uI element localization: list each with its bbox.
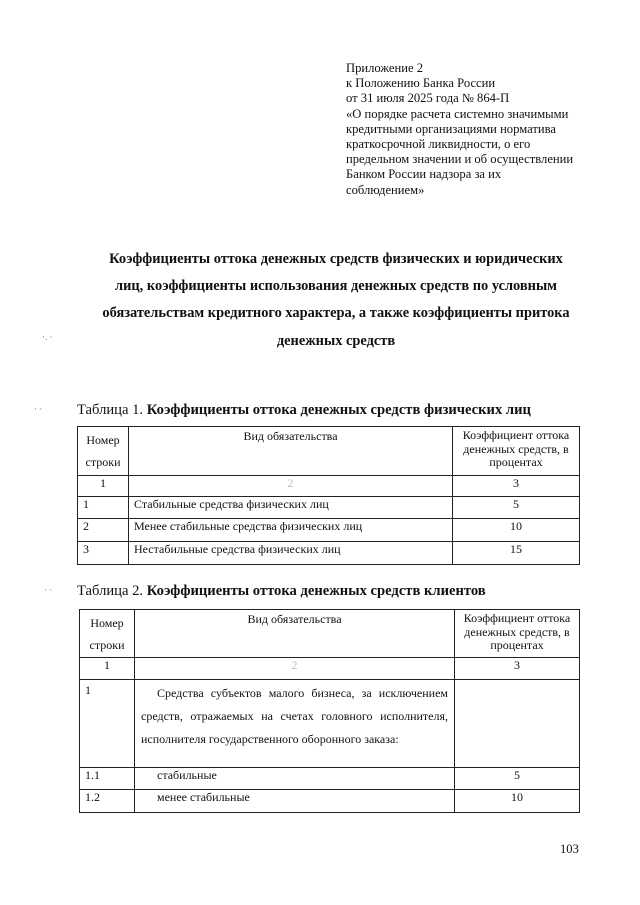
column-number: 3 — [453, 476, 580, 497]
table1-caption — [77, 402, 531, 419]
appendix-line: краткосрочной ликвидности, о его — [346, 137, 531, 152]
appendix-line: кредитными организациями норматива — [346, 121, 556, 136]
row-liability: Стабильные средства физических лиц — [129, 497, 453, 519]
table2-column-numbers — [80, 658, 580, 680]
column-number: 1 — [80, 658, 135, 680]
row-liability: Средства субъектов малого бизнеса, за исключением средств, отражаемых на счетах головного исполнителя, исполнителя государственного оборонного заказа: — [135, 680, 455, 768]
column-number: 2 — [129, 476, 453, 497]
appendix-line: предельном значении и об осуществлении — [346, 152, 574, 167]
page-number: 103 — [560, 842, 579, 856]
row-coef — [455, 680, 580, 768]
header-outflow-coef: Коэффициент оттока денежных средств, в процентах — [453, 427, 580, 476]
table-row — [80, 680, 580, 768]
appendix-line: Приложение 2 — [346, 61, 424, 75]
appendix-reference — [346, 61, 606, 198]
row-number: 1.1 — [80, 768, 135, 790]
column-number: 2 — [135, 658, 455, 680]
row-coef: 10 — [455, 790, 580, 813]
table1 — [77, 426, 580, 565]
table-row — [80, 790, 580, 813]
title-line: денежных средств — [276, 332, 396, 349]
row-number: 3 — [78, 542, 129, 565]
row-coef: 15 — [453, 542, 580, 565]
column-number: 3 — [455, 658, 580, 680]
table-row — [78, 519, 580, 542]
table2-caption-prefix: Таблица 2. — [77, 583, 144, 599]
row-liability: Менее стабильные средства физических лиц — [129, 519, 453, 542]
title-line: лиц, коэффициенты использования денежных средств по условным — [115, 278, 557, 295]
table1-header-row — [78, 427, 580, 476]
header-row-number: Номер строки — [78, 427, 129, 476]
table-row — [80, 768, 580, 790]
table-row — [78, 497, 580, 519]
appendix-line: соблюдением» — [346, 182, 425, 197]
row-number: 2 — [78, 519, 129, 542]
title-line: обязательствам кредитного характера, а также коэффициенты притока — [102, 305, 570, 322]
row-coef: 5 — [453, 497, 580, 519]
row-coef: 5 — [455, 768, 580, 790]
scan-artifact: · · — [44, 585, 53, 595]
appendix-line: Банком России надзора за их — [346, 167, 502, 182]
header-row-number: Номер строки — [80, 610, 135, 658]
column-number: 1 — [78, 476, 129, 497]
row-liability: Нестабильные средства физических лиц — [129, 542, 453, 565]
table2-header-row — [80, 610, 580, 658]
scan-artifact: ·. · — [42, 332, 53, 342]
row-liability: стабильные — [135, 768, 455, 790]
header-liability-type: Вид обязательства — [135, 610, 455, 658]
table2 — [79, 609, 580, 813]
table2-caption — [77, 583, 486, 600]
appendix-line: «О порядке расчета системно значимыми — [346, 106, 569, 121]
row-liability: менее стабильные — [135, 790, 455, 813]
row-number: 1 — [78, 497, 129, 519]
row-number: 1.2 — [80, 790, 135, 813]
table2-caption-title: Коэффициенты оттока денежных средств клиентов — [146, 583, 486, 599]
header-outflow-coef: Коэффициент оттока денежных средств, в процентах — [455, 610, 580, 658]
header-liability-type: Вид обязательства — [129, 427, 453, 476]
title-line: Коэффициенты оттока денежных средств физических и юридических — [109, 251, 563, 267]
table1-caption-title: Коэффициенты оттока денежных средств физических лиц — [146, 402, 531, 418]
row-coef: 10 — [453, 519, 580, 542]
table1-caption-prefix: Таблица 1. — [77, 402, 144, 418]
row-number: 1 — [80, 680, 135, 768]
appendix-line: от 31 июля 2025 года № 864-П — [346, 91, 510, 106]
appendix-line: к Положению Банка России — [346, 76, 496, 91]
table-row — [78, 542, 580, 565]
table1-column-numbers — [78, 476, 580, 497]
scan-artifact: · · — [34, 404, 43, 414]
document-title — [70, 246, 602, 355]
